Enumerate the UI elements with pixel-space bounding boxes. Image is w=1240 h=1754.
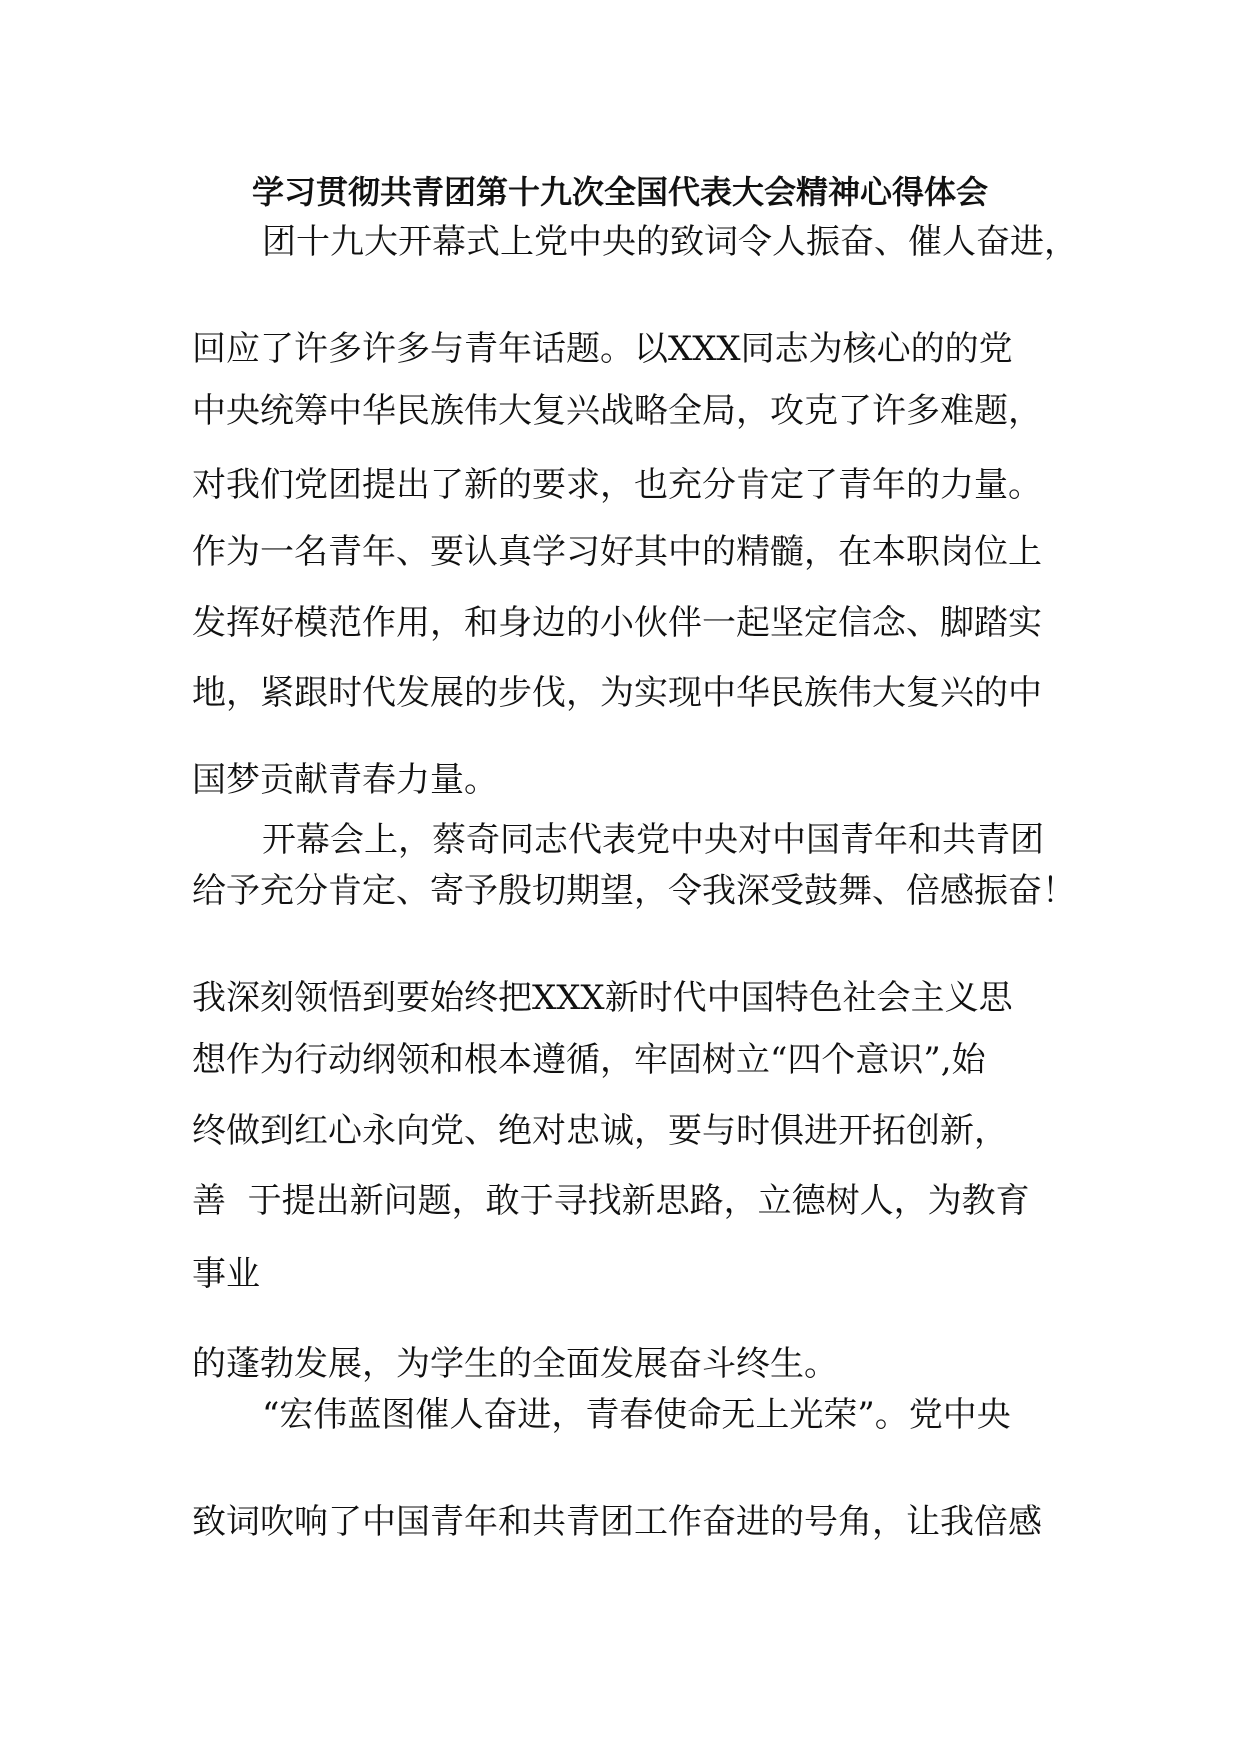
body-line: 中央统筹中华民族伟大复兴战略全局，攻克了许多难题， xyxy=(192,391,1042,431)
body-line: 作为一名青年、要认真学习好其中的精髓，在本职岗位上 xyxy=(192,532,1042,572)
body-line: 回应了许多许多与青年话题。以XXX同志为核心的的党 xyxy=(192,329,1013,369)
body-line: 事业 xyxy=(192,1254,260,1294)
body-line: 开幕会上，蔡奇同志代表党中央对中国青年和共青团 xyxy=(262,820,1044,860)
body-line: 想作为行动纲领和根本遵循，牢固树立“四个意识”,始 xyxy=(192,1040,986,1080)
document-title: 学习贯彻共青团第十九次全国代表大会精神心得体会 xyxy=(251,173,988,211)
body-line: 终做到红心永向党、绝对忠诚，要与时俱进开拓创新， xyxy=(192,1111,1008,1151)
body-line: 发挥好模范作用，和身边的小伙伴一起坚定信念、脚踏实 xyxy=(192,603,1042,643)
body-line: 我深刻领悟到要始终把XXX新时代中国特色社会主义思 xyxy=(192,978,1013,1018)
body-line: 的蓬勃发展，为学生的全面发展奋斗终生。 xyxy=(192,1344,838,1384)
body-line: “宏伟蓝图催人奋进，青春使命无上光荣”。党中央 xyxy=(262,1395,1011,1435)
body-line: 善 于提出新问题，敢于寻找新思路，立德树人，为教育 xyxy=(192,1181,1030,1221)
body-line: 致词吹响了中国青年和共青团工作奋进的号角，让我倍感 xyxy=(192,1502,1042,1542)
body-line: 团十九大开幕式上党中央的致词令人振奋、催人奋进， xyxy=(262,222,1078,262)
body-line: 地，紧跟时代发展的步伐，为实现中华民族伟大复兴的中 xyxy=(192,673,1042,713)
body-line: 给予充分肯定、寄予殷切期望，令我深受鼓舞、倍感振奋！ xyxy=(192,871,1076,911)
body-line: 国梦贡献青春力量。 xyxy=(192,760,498,800)
body-line: 对我们党团提出了新的要求，也充分肯定了青年的力量。 xyxy=(192,465,1042,505)
